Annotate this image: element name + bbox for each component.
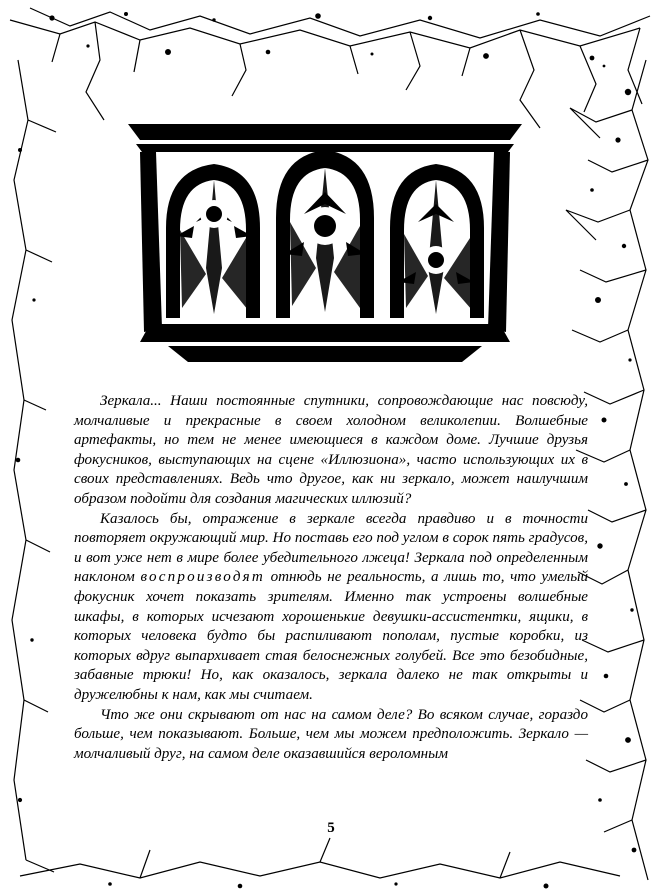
paragraph-1: Зеркала... Наши постоянные спутники, сопровождающие нас повсюду, молчаливые и прекрасные в своем холодном великолепии. Волшебные артефакты, но тем не менее имеющиеся в каждом доме. Лучшие друзья фокусников, выступающих на сцене «Иллюзиона», часто использующих их в своих представлениях. Ведь что другое, как ни зеркало, может наилучшим образом подойти для создания магических иллюзий? — [74, 393, 588, 507]
paragraph-2-before: Казалось бы, отражение в зеркале всегда правдиво и в точности повторяет окружающий мир. Но поставь его под углом в сорок пять градусов, и вот уже нет в мире более убедительного лжеца! Зеркала под определенным наклоном — [74, 510, 588, 586]
paragraph-2-emphasis: воспроизводят — [140, 569, 265, 586]
paragraph-3: Что же они скрывают от нас на самом деле? Во всяком случае, гораздо больше, чем показывают. Больше, чем мы можем предположить. Зеркало — молчаливый друг, на самом деле оказавшийся вероломным — [74, 706, 588, 762]
paragraph-2-after: отнюдь не реальность, а лишь то, что умелый фокусник хочет показать зрителям. Именно так устроены волшебные шкафы, в которых исчезают хорошенькие девушки-ассистентки, ящики, в которых человека будто бы распиливают пополам, пустые коробки, из которых вдруг выпархивает стая белоснежных голубей. Все это безобидные, забавные трюки! Но, как оказалось, зеркала далеко не так открыты и дружелюбны к нам, как мы считаем. — [74, 569, 589, 703]
paragraph-2 — [74, 510, 588, 706]
body-text — [74, 392, 588, 764]
page-number: 5 — [327, 820, 335, 836]
mirror-arches-illustration — [110, 118, 540, 368]
